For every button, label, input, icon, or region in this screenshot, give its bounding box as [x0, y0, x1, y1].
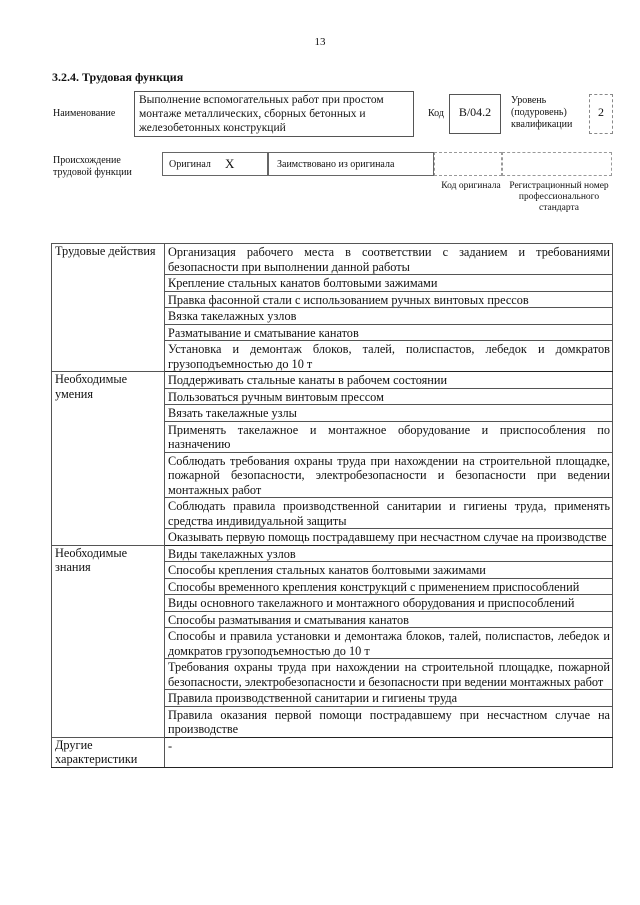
name-label: Наименование: [53, 108, 116, 119]
borrowed-cell: [268, 152, 434, 176]
item-cell: Виды такелажных узлов: [165, 545, 613, 562]
origin-row: [162, 152, 612, 176]
code-original-caption: Код оригинала: [441, 181, 501, 191]
item-cell: Применять такелажное и монтажное оборудование и приспособления по назначению: [165, 421, 613, 452]
original-cell: [162, 152, 268, 176]
item-cell: Способы разматывания и сматывания канатов: [165, 611, 613, 628]
function-code: В/04.2: [449, 94, 501, 134]
item-cell: Правка фасонной стали с использованием ручных винтовых прессов: [165, 291, 613, 308]
level-label: Уровень (подуровень) квалификации: [511, 95, 573, 130]
table-row: [52, 737, 613, 767]
item-cell: Требования охраны труда при нахождении на строительной площадке, пожарной безопасности, электробезопасности и безопасности при ведении монтажных работ: [165, 659, 613, 690]
item-cell: Установка и демонтаж блоков, талей, полиспастов, лебедок и домкратов грузоподъемностью до 10 т: [165, 341, 613, 372]
original-mark: Х: [225, 156, 235, 171]
code-label: Код: [428, 108, 444, 119]
original-label: Оригинал: [169, 159, 211, 170]
item-cell: Правила производственной санитарии и гигиены труда: [165, 690, 613, 707]
item-cell: Вязка такелажных узлов: [165, 308, 613, 325]
item-cell: -: [165, 737, 613, 767]
category-cell: Другие характеристики: [52, 737, 165, 767]
original-code-cell: [434, 152, 502, 176]
table-row: [52, 545, 613, 562]
category-cell: Необходимые умения: [52, 372, 165, 546]
item-cell: Вязать такелажные узлы: [165, 405, 613, 422]
table-row: [52, 372, 613, 389]
item-cell: Крепление стальных канатов болтовыми зажимами: [165, 275, 613, 292]
item-cell: Оказывать первую помощь пострадавшему при несчастном случае на производстве: [165, 529, 613, 546]
item-cell: Соблюдать правила производственной санитарии и гигиены труда, применять средства индивидуальной защиты: [165, 498, 613, 529]
borrowed-label: Заимствовано из оригинала: [277, 159, 395, 170]
item-cell: Способы и правила установки и демонтажа блоков, талей, полиспастов, лебедок и домкратов грузоподъемностью до 10 т: [165, 628, 613, 659]
item-cell: Разматывание и сматывание канатов: [165, 324, 613, 341]
item-cell: Способы крепления стальных канатов болтовыми зажимами: [165, 562, 613, 579]
item-cell: Соблюдать требования охраны труда при нахождении на строительной площадке, пожарной безопасности, электробезопасности и безопасности при ведении монтажных работ: [165, 452, 613, 498]
reg-number-cell: [502, 152, 612, 176]
function-name: Выполнение вспомогательных работ при простом монтаже металлических, сборных бетонных и железобетонных конструкций: [134, 91, 414, 137]
table-row: [52, 244, 613, 275]
item-cell: Виды основного такелажного и монтажного оборудования и приспособлений: [165, 595, 613, 612]
item-cell: Пользоваться ручным винтовым прессом: [165, 388, 613, 405]
item-cell: Организация рабочего места в соответствии с заданием и требованиями безопасности при выполнении данной работы: [165, 244, 613, 275]
qualification-level: 2: [589, 94, 613, 134]
item-cell: Способы временного крепления конструкций с применением приспособлений: [165, 578, 613, 595]
function-table: [51, 243, 613, 768]
page-number: 13: [314, 36, 326, 48]
category-cell: Необходимые знания: [52, 545, 165, 737]
origin-label: Происхождение трудовой функции: [53, 155, 132, 178]
reg-number-caption: Регистрационный номер профессионального стандарта: [509, 181, 609, 213]
section-title: 3.2.4. Трудовая функция: [52, 70, 184, 84]
category-cell: Трудовые действия: [52, 244, 165, 372]
item-cell: Правила оказания первой помощи пострадавшему при несчастном случае на производстве: [165, 706, 613, 737]
item-cell: Поддерживать стальные канаты в рабочем состоянии: [165, 372, 613, 389]
